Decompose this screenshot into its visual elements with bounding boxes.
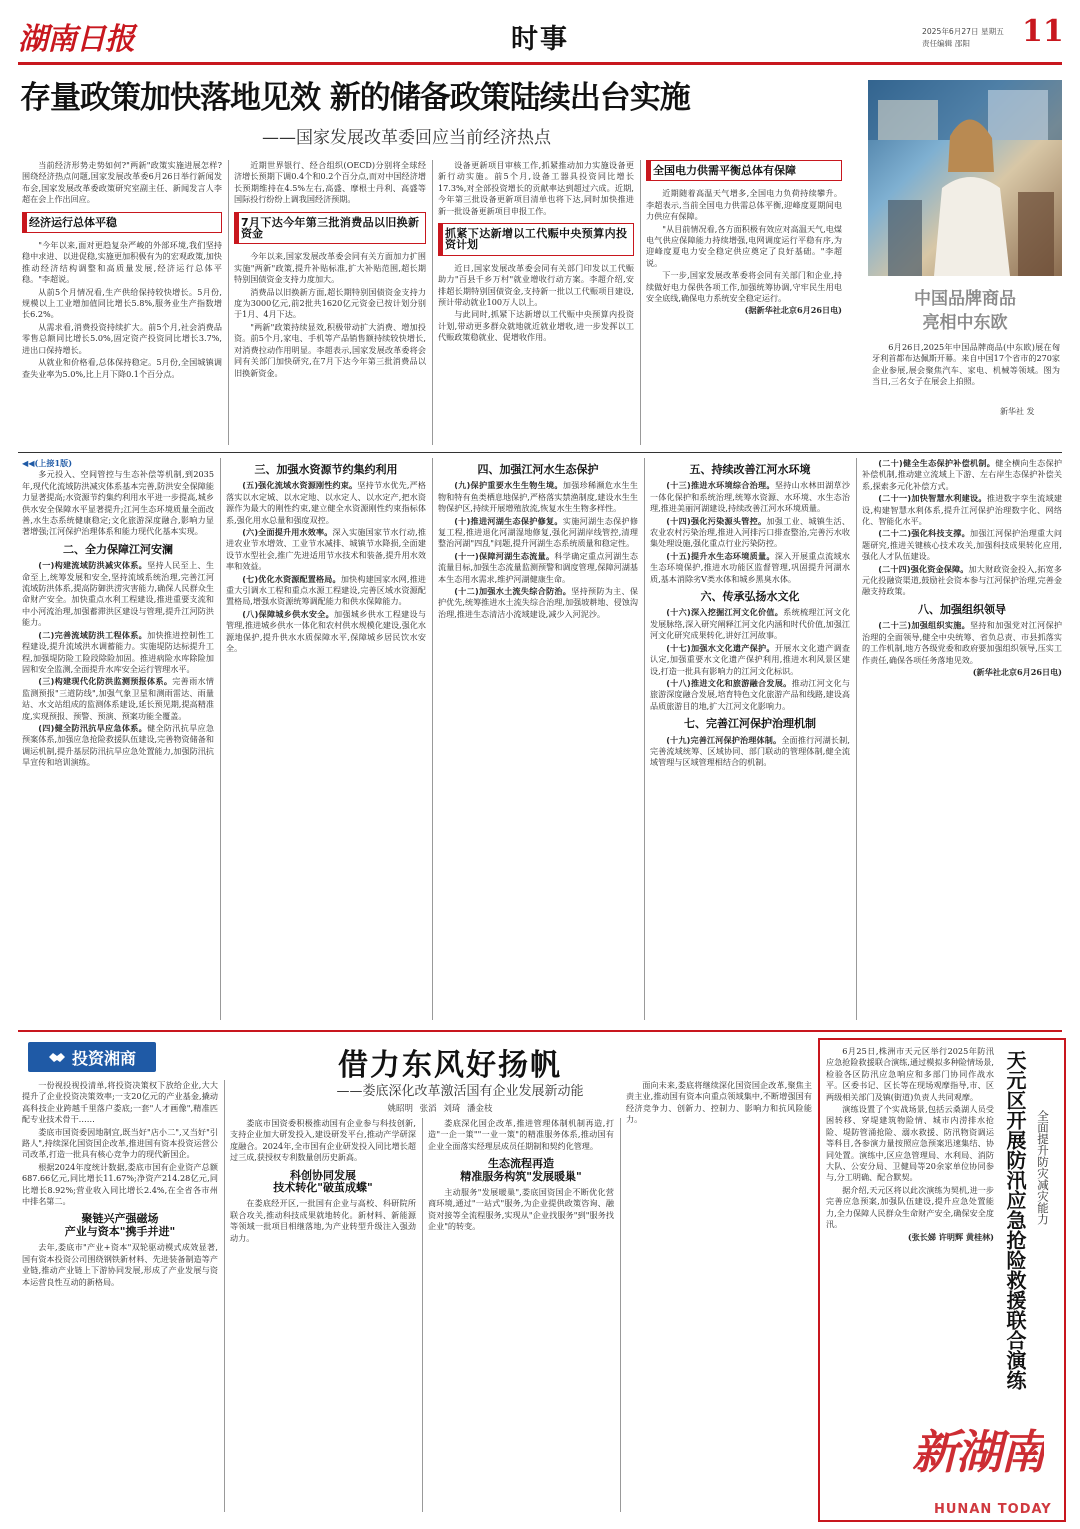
box-power-supply: 全国电力供需平衡总体有保障 <box>646 160 842 181</box>
invest-badge-label: 投资湘商 <box>71 1048 136 1068</box>
art2-p: 加快推进控制性工程建设,提升流域洪水调蓄能力。实施堤防达标提升工程,加强堤防险工险段除险加固。推进病险水库除险加固和安全监测,全面提升水库安全运行管理水平。 <box>22 629 214 674</box>
art2-p: 推动江河文化与旅游深度融合发展,培育特色文化旅游产品和线路,建设高品质旅游目的地,扩大江河文化影响力。 <box>650 677 850 711</box>
art3-heading-3: 生态流程再造 <box>488 1157 554 1171</box>
col-divider <box>228 160 229 445</box>
art2-subhead: (六)全面提升用水效率。 <box>242 527 333 538</box>
art2-p: 加强珍稀濒危水生生物和特有鱼类栖息地保护,严格落实禁渔制度,建设水生生物保护区,持续开展增殖放流,恢复水生生物多样性。 <box>438 480 638 514</box>
art2-col1 <box>22 458 214 1024</box>
col-divider <box>432 458 433 1020</box>
art3-p: 一份视投视投清单,将投资决策权下放给企业,大大提升了企业投资决策效率;一支20亿元的产业基金,撬动高科技企业跨越千里落户娄底;一套"人才画像",精准匹配专业技术骨干…… <box>22 1080 218 1125</box>
col-divider <box>422 1118 423 1512</box>
handshake-icon <box>48 1049 66 1065</box>
lead-col1-p: 从需求看,消费投资持续扩大。前5个月,社会消费品零售总额同比增长5.0%,固定资产投资同比增长3.7%,进出口保持增长。 <box>22 321 222 355</box>
lead-col2-p: 消费品以旧换新方面,超长期特别国债资金支持力度为3000亿元,前2批共1620亿元资金已按计划分别于1月、4月下达。 <box>234 286 426 320</box>
art2-subhead: (八)保障城乡供水安全。 <box>242 608 335 619</box>
art3-p: 娄底深化国企改革,推进管理体制机制再造,打造"一企一策""一业一策"的精准服务体系,推动国有企业全面落实经理层成员任期制和契约化管理。 <box>428 1118 614 1151</box>
lead-col1 <box>22 160 222 450</box>
art2-subhead: (二)完善流域防洪工程体系。 <box>38 629 148 640</box>
col-divider <box>644 458 645 1020</box>
art2-p: 加强江河保护治理重大问题研究,推进关键核心技术攻关,加强科技成果转化应用,强化人才队伍建设。 <box>862 528 1062 562</box>
news-photo <box>868 80 1062 276</box>
drill-p: 演练设置了个实战场景,包括云桑湖人员受困转移、穿堤建筑物险情、城市内涝排水抢险、堤防管涌抢险、溺水救援、防汛物资调运等科目,各参演力量按照应急预案迅速集结、协同处置。演练中,区应急管理局、水利局、消防大队、公安分局、卫健局等20余家单位协同参与,分工明确、配合默契。 <box>826 1104 994 1183</box>
lead-col3-p: 与此同时,抓紧下达新增以工代赈中央预算内投资计划,带动更多群众就地就近就业增收,进一步发挥以工代赈政策稳就业、促增收作用。 <box>438 309 634 343</box>
art2-subhead: (十七)加强水文化遗产保护。 <box>666 642 775 653</box>
art2-p: 系统梳理江河文化发展脉络,深入研究阐释江河文化内涵和时代价值,加强江河文化研究成果转化,讲好江河故事。 <box>650 607 850 641</box>
art2-subhead: (十五)提升水生态环境质量。 <box>666 550 775 561</box>
section-rule <box>18 1030 1062 1032</box>
drill-p: 6月25日,株洲市天元区举行2025年防汛应急抢险救援联合演练,通过模拟多种险情场景,检验各区防汛应急响应和多部门协同作战水平。区委书记、区长等在现场观摩指导,市、区两级相关部门及镇(街道)负责人共同观摩。 <box>826 1046 994 1102</box>
lead-col1-p: "今年以来,面对更趋复杂严峻的外部环境,我们坚持稳中求进、以进促稳,实施更加积极有为的宏观政策,加快推动经济结构调整和高质量发展,经济运行总体平稳。"李超说。 <box>22 240 222 285</box>
art2-subhead: (十六)深入挖掘江河文化价值。 <box>666 607 784 618</box>
photo-caption <box>872 342 1060 412</box>
lead-col3-p: 近日,国家发展改革委会同有关部门印发以工代赈助力"百县千乡万村"就业增收行动方案。李超介绍,安排超长期特别国债资金,支持新一批以工代赈项目建设,预计带动就业100万人以上。 <box>438 262 634 308</box>
art2-p: 坚持预防为主、保护优先,统筹推进水土流失综合治理,加强坡耕地、侵蚀沟治理,推进生态清洁小流域建设,减少入河泥沙。 <box>438 586 638 619</box>
drill-p: 据介绍,天元区将以此次演练为契机,进一步完善应急预案,加强队伍建设,提升应急处置能力,全力保障人民群众生命财产安全,确保安全度汛。 <box>826 1184 994 1230</box>
watermark-logo: 新湖南 <box>912 1425 1044 1479</box>
art3-subhead: ——娄底深化改革激活国有企业发展新动能 <box>336 1084 584 1099</box>
art3-col2 <box>230 1118 416 1516</box>
art2-col4 <box>650 458 850 1024</box>
art2-p: 健全横向生态保护补偿机制,推动建立流域上下游、左右岸生态保护补偿关系,探索多元化补偿方式。 <box>862 458 1062 491</box>
art2-heading-6: 六、传承弘扬水文化 <box>700 590 800 604</box>
box-work-relief: 抓紧下达新增以工代赈中央预算内投资计划 <box>438 223 634 256</box>
art2-subhead: (十)推进河湖生态保护修复。 <box>454 515 563 526</box>
art2-subhead: (二十四)强化资金保障。 <box>878 563 969 574</box>
lead-col3 <box>438 160 634 450</box>
masthead-logo: 湖南日报 <box>18 22 134 57</box>
lead-col2 <box>234 160 426 450</box>
art2-p: 坚持和加强党对江河保护治理的全面领导,健全中央统筹、省负总责、市县抓落实的工作机制,地方各级党委和政府要加强组织领导,压实工作责任,确保各项任务落地见效。 <box>862 620 1062 665</box>
art2-subhead: (三)构建现代化防洪监测预报体系。 <box>38 676 173 687</box>
art3-p: 去年,娄底市"产业+资本"双轮驱动模式成效显著,国有资本投资公司围绕钢铁新材料、先进装备制造等产业链,推动产业链上下游协同发展,形成了产业发展与资本运营良性互动的新格局。 <box>22 1242 218 1287</box>
art2-p: 加快构建国家水网,推进重大引调水工程和重点水源工程建设,完善区域水资源配置格局,增强水资源统筹调配能力和供水保障能力。 <box>226 573 426 607</box>
art2-subhead: (十九)完善江河保护治理体制。 <box>666 734 782 745</box>
art2-p: 完善雨水情监测预报"三道防线",加强气象卫星和测雨雷达、雨量站、水文站组成的监测体系建设,延长预见期,提高精准度,实现预报、预警、预演、预案功能全覆盖。 <box>22 676 214 721</box>
page-number: 11 <box>1022 14 1064 49</box>
art2-subhead: (二十)健全生态保护补偿机制。 <box>878 458 996 468</box>
art2-subhead: (二十三)加强组织实施。 <box>878 620 971 631</box>
art2-subhead: (九)保护重要水生生物生境。 <box>454 480 563 491</box>
art2-col2 <box>226 458 426 1024</box>
art3-p: 在娄底经开区,一批国有企业与高校、科研院所联合攻关,推动科技成果就地转化。新材料、新能源等领域一批项目相继落地,为产业转型升级注入强劲动力。 <box>230 1198 416 1243</box>
lead-credit: (据新华社北京6月26日电) <box>744 305 842 316</box>
art2-p: 坚持山水林田湖草沙一体化保护和系统治理,统筹水资源、水环境、水生态治理,推进美丽河湖建设,持续改善江河水环境质量。 <box>650 480 850 514</box>
art2-col5 <box>862 458 1062 1024</box>
section-rule <box>18 452 1062 453</box>
lead-col4-p: "从目前情况看,各方面积极有效应对高温天气,电煤电气供应保障能力持续增强,电网调度运行平稳有序,为迎峰度夏电力安全稳定供应奠定了良好基础。"李超说。 <box>646 223 842 268</box>
art2-subhead: (四)健全防汛抗旱应急体系。 <box>38 722 148 733</box>
art2-p: 加强城乡供水工程建设与管理,推进城乡供水一体化和农村供水规模化建设,强化水源地保护,提升供水水质保障水平,保障城乡居民饮水安全。 <box>226 608 426 654</box>
watermark-sub: HUNAN TODAY <box>934 1502 1052 1517</box>
lead-headline: 存量政策加快落地见效 新的储备政策陆续出台实施 <box>20 80 690 116</box>
drill-subtitle: 全面提升防灾减灾能力 <box>1036 1110 1050 1225</box>
art3-heading-2b: 技术转化"破茧成蝶" <box>273 1181 373 1195</box>
art3-p: 娄底市国资委积极推动国有企业参与科技创新,支持企业加大研发投入,建设研发平台,推动产学研深度融合。2024年,全市国有企业研发投入同比增长超过三成,获授权专利数量创历史新高。 <box>230 1118 416 1163</box>
art3-byline: 姚昭明 张滔 刘琦 潘金枝 <box>387 1104 493 1114</box>
art2-subhead: (十四)强化污染源头管控。 <box>666 515 767 526</box>
art2-p: 科学确定重点河湖生态流量目标,加强生态流量监测预警和调度管理,保障河湖基本生态用水需求,维护河湖健康生命。 <box>438 550 638 584</box>
lead-col1-p: 从前5个月情况看,生产供给保持较快增长。5月份,规模以上工业增加值同比增长5.8%,服务业生产指数增长6.2%。 <box>22 286 222 320</box>
lead-subhead: ——国家发展改革委回应当前经济热点 <box>262 128 551 148</box>
art2-p: 坚持人民至上、生命至上,统筹发展和安全,坚持流域系统治理,完善江河流域防洪体系,提高防御洪涝灾害能力,确保人民群众生命财产安全。加快重点水利工程建设,推进重要支流和中小河流治理,加强蓄滞洪区建设与管理,提升江河防洪能力。 <box>22 560 214 628</box>
lead-col2-p: 今年以来,国家发展改革委会同有关方面加力扩围实施"两新"政策,提升补贴标准,扩大补贴范围,超长期特别国债资金支持力度加大。 <box>234 251 426 285</box>
lead-col4-p: 下一步,国家发展改革委将会同有关部门和企业,持续做好电力保供各项工作,加强统筹协调,守牢民生用电安全底线,确保电力系统安全稳定运行。 <box>646 270 842 304</box>
photo-caption-text: 6月26日,2025年中国品牌商品(中东欧)展在匈牙利首都布达佩斯开幕。来自中国17个省市的270家企业参展,展会聚焦汽车、家电、机械等领域。图为当日,三名女子在展会上拍照。 <box>872 342 1060 387</box>
art2-p: 多元投入、空间管控与生态补偿等机制,到2035年,现代化流域防洪减灾体系基本完善,防洪安全保障能力显著提高;水资源节约集约利用水平进一步提高,城乡供水安全保障水平显著提升;江河生态环境质量全面改善,水生态系统健康稳定;文化旅游深度融合,影响力显著增强;江河保护治理体系和能力现代化基本实现。 <box>22 469 214 537</box>
col-divider <box>432 160 433 445</box>
col-divider <box>856 458 857 1020</box>
lead-col4 <box>646 160 842 450</box>
masthead <box>0 0 1080 68</box>
art2-heading-8: 八、加强组织领导 <box>918 602 1006 616</box>
lead-col2-p: 近期世界银行、经合组织(OECD)分别将全球经济增长预期下调0.4个和0.2个百分点,而对中国经济增长预期维持在4.5%左右,高盛、摩根士丹利、高盛等国际投行纷纷上调我国经济预期。 <box>234 160 426 205</box>
col-divider <box>224 1080 225 1512</box>
lead-col4-p: 近期随着高温天气增多,全国电力负荷持续攀升。李超表示,当前全国电力供需总体平衡,迎峰度夏期间电力供应有保障。 <box>646 188 842 222</box>
art2-credit: (新华社北京6月26日电) <box>972 666 1062 677</box>
art2-p: 加大财政资金投入,拓宽多元化投融资渠道,鼓励社会资本参与江河保护治理,完善金融支持政策。 <box>862 563 1062 597</box>
drill-credit: (张长娣 许明辉 黄桂林) <box>907 1231 994 1242</box>
art2-p: 深入实施国家节水行动,推进农业节水增效、工业节水减排、城镇节水降损,全面建设节水型社会,推广先进适用节水技术和装备,提升用水效率和效益。 <box>226 527 426 572</box>
art3-col4 <box>626 1080 812 1516</box>
art2-p: 全面推行河湖长制,完善流域统筹、区域协同、部门联动的管理体制,健全流域管理与区域管理相结合的机制。 <box>650 734 850 768</box>
art2-heading-4: 四、加强江河水生态保护 <box>477 463 599 476</box>
art3-col1 <box>22 1080 218 1516</box>
lead-col3-p: 设备更新项目审核工作,抓紧推动加力实施设备更新行动实施。前5个月,设备工器具投资同比增长17.3%,对全部投资增长的贡献率达到超过六成。近期,今年第三批设备更新项目清单也将下达,同时加快推进新一批设备更新项目申报工作。 <box>438 160 634 216</box>
box-consumer-goods: 7月下达今年第三批消费品以旧换新资金 <box>234 212 426 245</box>
art2-p: 健全防汛抗旱应急预案体系,加强应急抢险救援队伍建设,完善物资储备和调运机制,提升基层防汛抗旱应急处置能力,加强防汛抗旱宣传和培训演练。 <box>22 722 214 768</box>
art2-p: 坚持节水优先,严格落实以水定城、以水定地、以水定人、以水定产,把水资源作为最大的刚性约束,建立健全水资源刚性约束指标体系,强化用水总量和强度双控。 <box>226 480 426 525</box>
art2-subhead: (二十二)强化科技支撑。 <box>878 528 971 539</box>
lead-col1-p: 从就业和价格看,总体保持稳定。5月份,全国城镇调查失业率为5.0%,比上月下降0.1个百分点。 <box>22 357 222 379</box>
art2-p: 推进数字孪生流域建设,构建智慧水利体系,提升江河保护治理数字化、网络化、智能化水平。 <box>862 493 1062 527</box>
col-divider <box>620 1118 621 1512</box>
art3-headline: 借力东风好扬帆 <box>338 1048 562 1083</box>
art2-heading-3: 三、加强水资源节约集约利用 <box>254 463 398 476</box>
art3-heading-3b: 精准服务构筑"发展暖巢" <box>460 1169 582 1183</box>
art3-heading-1b: 产业与资本"携手并进" <box>64 1224 176 1238</box>
photo-credit: 新华社 发 <box>1000 407 1035 416</box>
art3-heading-2: 科创协同发展 <box>290 1168 356 1182</box>
masthead-rule <box>18 62 1062 65</box>
art2-subhead: (五)强化流域水资源刚性约束。 <box>242 480 358 491</box>
art2-subhead: (十二)加强水土流失综合防治。 <box>454 586 572 597</box>
photo-title-1: 中国品牌商品 <box>914 289 1016 309</box>
art3-heading-1: 聚链兴产强磁场 <box>81 1212 159 1226</box>
art3-p: 娄底市国资委因地制宜,既当好"店小二",又当好"引路人",持续深化国资国企改革,推进国有资本投资运营公司改革,打造一批具有核心竞争力的现代新国企。 <box>22 1126 218 1160</box>
art2-heading-2: 二、全力保障江河安澜 <box>63 542 173 556</box>
art2-p: 加强工业、城镇生活、农业农村污染治理,推进入河排污口排查整治,完善污水收集处理设施,强化重点行业污染防控。 <box>650 515 850 549</box>
lead-col2-p: "两新"政策持续显效,积极带动扩大消费、增加投资。前5个月,家电、手机等产品销售额持续较快增长,对消费拉动作用明显。李超表示,国家发展改革委将会同有关部门加快研究,在7月下达今年第三批消费品以旧换新资金。 <box>234 321 426 378</box>
art2-heading-5: 五、持续改善江河水环境 <box>689 463 811 476</box>
art2-heading-7: 七、完善江河保护治理机制 <box>684 717 816 731</box>
masthead-date: 2025年6月27日 星期五 <box>922 27 1004 36</box>
art3-p: 面向未来,娄底将继续深化国资国企改革,聚焦主责主业,推动国有资本向重点领域集中,不断增强国有经济竞争力、创新力、控制力、影响力和抗风险能力。 <box>626 1080 812 1125</box>
art2-p: 开展水文化遗产调查认定,加强重要水文化遗产保护利用,推进水利风景区建设,打造一批具有影响力的江河文化标识。 <box>650 642 850 676</box>
box-economy: 经济运行总体平稳 <box>22 212 222 233</box>
art3-col3 <box>428 1118 614 1516</box>
art2-p: 实施河湖生态保护修复工程,推进退化河湖湿地修复,强化河湖岸线管控,清理整治河湖"四乱"问题,提升河湖生态系统质量和稳定性。 <box>438 515 638 549</box>
art2-subhead: (十一)保障河湖生态流量。 <box>454 550 555 561</box>
art2-continued: ◀◀(上接1版) <box>22 458 73 468</box>
art2-subhead: (七)优化水资源配置格局。 <box>242 573 341 584</box>
art3-p: 根据2024年度统计数据,娄底市国有企业资产总额687.66亿元,同比增长11.67%;净资产214.28亿元,同比增长8.92%;营业收入同比增长2.4%,在全省各市州中排名第二。 <box>22 1161 218 1207</box>
lead-intro: 当前经济形势走势如何?"两新"政策实施进展怎样?围绕经济热点问题,国家发展改革委6月26日举行新闻发布会,国家发展改革委政策研究室副主任、新闻发言人李超在会上作出回应。 <box>22 160 222 205</box>
art3-p: 主动服务"发展暖巢",娄底国资国企不断优化营商环境,通过"一站式"服务,为企业提供政策咨询、融资对接等全流程服务,实现从"企业找服务"到"服务找企业"的转变。 <box>428 1187 614 1232</box>
photo-figure-icon <box>868 80 1062 276</box>
drill-title: 天元区开展防汛应急抢险救援联合演练 <box>1003 1050 1027 1390</box>
photo-title-2: 亮相中东欧 <box>922 313 1008 333</box>
masthead-editor: 责任编辑 邵阳 <box>922 39 970 48</box>
invest-badge <box>28 1042 156 1072</box>
art2-subhead: (十三)推进水环境综合治理。 <box>666 480 775 491</box>
masthead-section: 时事 <box>511 24 569 55</box>
art2-subhead: (二十一)加快智慧水利建设。 <box>878 493 987 504</box>
art2-col3 <box>438 458 638 1024</box>
art2-p: 深入开展重点流域水生态环境保护,推进水功能区监督管理,巩固提升河湖水质,基本消除劣V类水体和城乡黑臭水体。 <box>650 550 850 584</box>
art2-subhead: (十八)推进文化和旅游融合发展。 <box>666 677 792 688</box>
col-divider <box>220 458 221 1020</box>
art2-subhead: (一)构建流域防洪减灾体系。 <box>38 560 148 571</box>
col-divider <box>640 160 641 445</box>
